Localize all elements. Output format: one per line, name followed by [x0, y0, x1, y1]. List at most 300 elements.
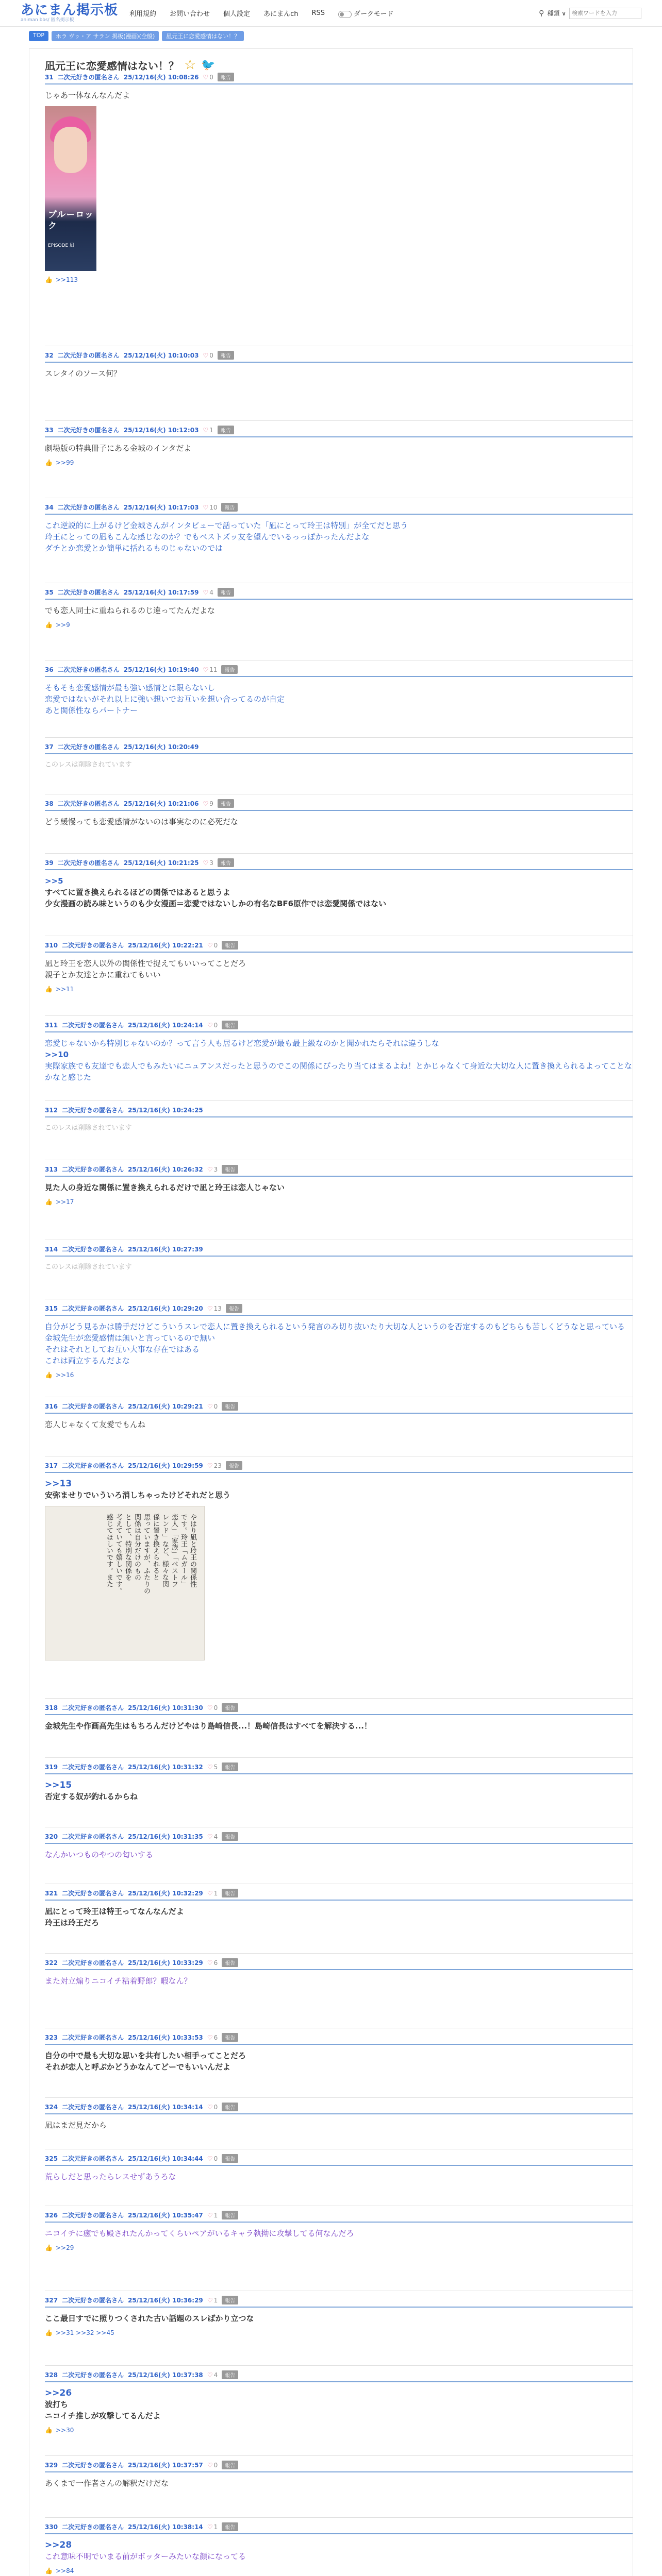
post-body	[45, 2534, 633, 2562]
post-text-line: ニコイチに癒でも殿されたんかってくらいペアがいるキャラ執拗に攻撃してる何なんだろ	[45, 2229, 354, 2238]
like-count: 3	[209, 859, 213, 867]
post	[45, 1889, 633, 1928]
post-number[interactable]: 328	[45, 2371, 58, 2379]
post-text-line: このレスは削除されています	[45, 1263, 132, 1271]
heart-icon[interactable]: ♡	[207, 941, 213, 949]
post-number[interactable]: 316	[45, 1402, 58, 1410]
post	[45, 588, 633, 629]
breadcrumb-top[interactable]: TOP	[29, 31, 48, 41]
post-header	[45, 2154, 633, 2166]
post-author: 二次元好きの匿名さん	[62, 2297, 124, 2304]
post-text-line: スレタイのソース何？	[45, 369, 122, 378]
post-text-line: すべてに置き換えられるほどの関係ではあると思うよ	[45, 888, 230, 897]
post-header	[45, 588, 633, 600]
post-date: 25/12/16(火) 10:29:20	[128, 1305, 203, 1312]
post-date: 25/12/16(火) 10:21:25	[123, 859, 199, 867]
post	[45, 2461, 633, 2489]
post-body	[45, 1177, 633, 1193]
nav-terms[interactable]: 利用規約	[129, 10, 157, 18]
post-header	[45, 503, 633, 515]
post-body	[45, 754, 633, 771]
post-header	[45, 1703, 633, 1715]
post-body	[45, 1970, 633, 1987]
reply-refs-link[interactable]: >>29	[55, 2244, 74, 2251]
like-count: 1	[213, 2523, 218, 2531]
post-number[interactable]: 35	[45, 588, 54, 596]
post-divider	[45, 1100, 633, 1101]
post-body	[45, 1473, 633, 1660]
reply-refs-link[interactable]: >>99	[55, 459, 74, 466]
post-author: 二次元好きの匿名さん	[57, 589, 120, 596]
post-date: 25/12/16(火) 10:37:57	[128, 2462, 203, 2469]
report-button[interactable]: 報告	[222, 1958, 238, 1967]
post-date: 25/12/16(火) 10:26:32	[128, 1166, 203, 1173]
post-author: 二次元好きの匿名さん	[62, 1959, 124, 1967]
post-number[interactable]: 312	[45, 1106, 58, 1114]
dark-mode-toggle[interactable]	[338, 8, 393, 18]
report-button[interactable]: 報告	[218, 426, 234, 434]
vertical-text-line: レンド」など、様々な関	[161, 1514, 169, 1587]
post-author: 二次元好きの匿名さん	[62, 1022, 124, 1029]
breadcrumb-thread[interactable]: 凪元王に恋愛感情はない！？	[162, 31, 244, 41]
post	[45, 742, 633, 771]
post-text-line: このレスは削除されています	[45, 761, 132, 769]
post-author: 二次元好きの匿名さん	[62, 2523, 124, 2531]
report-button[interactable]: 報告	[222, 1402, 238, 1411]
search-type-select[interactable]: 種類 ∨	[547, 10, 566, 17]
thumbs-up-icon[interactable]: 👍	[45, 2244, 53, 2251]
like-count: 0	[213, 1704, 218, 1711]
like-count: 0	[213, 1021, 218, 1029]
post-date: 25/12/16(火) 10:31:35	[128, 1833, 203, 1840]
report-button[interactable]: 報告	[222, 2370, 238, 2379]
post-body	[45, 2166, 633, 2182]
heart-icon[interactable]: ♡	[207, 2371, 213, 2379]
heart-icon[interactable]: ♡	[203, 503, 209, 511]
post-text-line: 恋人じゃなくて友愛でもんね	[45, 1420, 146, 1429]
report-button[interactable]: 報告	[222, 1889, 238, 1897]
top-nav	[129, 8, 393, 18]
report-button[interactable]: 報告	[222, 2461, 238, 2469]
post-number[interactable]: 311	[45, 1021, 58, 1029]
post	[45, 426, 633, 466]
post-header	[45, 426, 633, 437]
like-count: 4	[209, 588, 213, 596]
post-author: 二次元好きの匿名さん	[62, 2104, 124, 2111]
post-reactions	[45, 2244, 633, 2251]
post-number[interactable]: 321	[45, 1889, 58, 1897]
report-button[interactable]: 報告	[222, 941, 238, 950]
post-author: 二次元好きの匿名さん	[62, 1107, 124, 1114]
post	[45, 2154, 633, 2182]
reply-anchor-link[interactable]: >>13	[45, 1479, 72, 1489]
post-text-line: 劇場版の特典冊子にある金城のインタだよ	[45, 444, 192, 453]
post	[45, 858, 633, 909]
report-button[interactable]: 報告	[222, 2103, 238, 2111]
post-date: 25/12/16(火) 10:38:14	[128, 2523, 203, 2531]
post-divider	[45, 2365, 633, 2366]
post-author: 二次元好きの匿名さん	[62, 942, 124, 949]
report-button[interactable]: 報告	[218, 73, 234, 81]
post-number[interactable]: 315	[45, 1304, 58, 1312]
post-text-line: 玲王にとっての凪もこんな感じなのか？でもベストズッ友を望んでいるっっぽかったんだよな	[45, 532, 370, 541]
post-reactions	[45, 2567, 633, 2574]
post-text-line: 自分の中で最も大切な思いを共有したい相手ってことだろ	[45, 2051, 246, 2060]
post-author: 二次元好きの匿名さん	[62, 1166, 124, 1173]
post-author: 二次元好きの匿名さん	[62, 2034, 124, 2041]
post-header	[45, 1762, 633, 1774]
reply-refs-link[interactable]: >>113	[55, 276, 78, 283]
reply-anchor-link[interactable]: >>10	[45, 1050, 69, 1059]
post-divider	[45, 853, 633, 854]
nav-animanch[interactable]: あにまんch	[263, 10, 299, 18]
post-reactions	[45, 2329, 633, 2336]
reply-refs-link[interactable]: >>11	[55, 986, 74, 993]
heart-icon[interactable]: ♡	[203, 426, 209, 434]
post-reactions	[45, 621, 633, 629]
post-text-line: 自分がどう見るかは勝手だけどこういうスレで恋人に置き換えられるという発言のみ切り抜いたり大切な人というのを否定するのもどちらも苦しくどうなと思っている	[45, 1322, 625, 1331]
thumbs-up-icon[interactable]: 👍	[45, 2567, 53, 2574]
heart-icon[interactable]: ♡	[203, 859, 209, 867]
post	[45, 2033, 633, 2073]
post-text-line: 荒らしだと思ったらレスせずあうろな	[45, 2172, 176, 2181]
reply-refs-link[interactable]: >>31 >>32 >>45	[55, 2329, 114, 2336]
report-button[interactable]: 報告	[222, 2522, 238, 2531]
post-text-line: 金城先生が恋愛感情は無いと言っているので無い	[45, 1333, 216, 1343]
post-text-line: じゃあ一体なんなんだよ	[45, 91, 130, 100]
post	[45, 941, 633, 993]
post	[45, 1402, 633, 1430]
heart-icon[interactable]: ♡	[203, 351, 209, 359]
heart-icon[interactable]: ♡	[207, 2523, 213, 2531]
post-number[interactable]: 318	[45, 1704, 58, 1711]
post-text-line: 波打ち	[45, 2400, 69, 2409]
post-number[interactable]: 319	[45, 1763, 58, 1771]
post-body	[45, 2223, 633, 2239]
post-text-line: これは両立するんだよな	[45, 1356, 130, 1365]
post-number[interactable]: 324	[45, 2103, 58, 2111]
reply-anchor-link[interactable]: >>26	[45, 2388, 72, 2398]
like-count: 0	[213, 2103, 218, 2111]
reply-refs-link[interactable]: >>17	[55, 1198, 74, 1206]
thumbs-up-icon[interactable]: 👍	[45, 1198, 53, 1206]
heart-icon[interactable]: ♡	[207, 1165, 213, 1173]
thumbs-up-icon[interactable]: 👍	[45, 276, 53, 283]
post-date: 25/12/16(火) 10:34:14	[128, 2104, 203, 2111]
post-body	[45, 1774, 633, 1802]
post-number[interactable]: 329	[45, 2461, 58, 2469]
report-button[interactable]: 報告	[222, 1703, 238, 1712]
like-count: 5	[213, 1763, 218, 1771]
nav-contact[interactable]: お問い合わせ	[170, 10, 210, 18]
site-logo[interactable]	[21, 4, 118, 23]
post-author: 二次元好きの匿名さん	[62, 1704, 124, 1711]
post-date: 25/12/16(火) 10:36:29	[128, 2297, 203, 2304]
like-count: 1	[213, 2296, 218, 2304]
report-button[interactable]: 報告	[222, 1762, 238, 1771]
text-page-image[interactable]	[45, 1506, 205, 1660]
post-header	[45, 941, 633, 953]
reply-anchor-link[interactable]: >>5	[45, 876, 63, 886]
post-body	[45, 2045, 633, 2073]
heart-icon[interactable]: ♡	[207, 2103, 213, 2111]
report-button[interactable]: 報告	[218, 588, 234, 597]
heart-icon[interactable]: ♡	[207, 2155, 213, 2162]
post	[45, 2103, 633, 2131]
heart-icon[interactable]: ♡	[207, 1402, 213, 1410]
post-author: 二次元好きの匿名さん	[57, 504, 120, 511]
search-icon: ⚲	[539, 9, 544, 18]
post	[45, 1461, 633, 1660]
report-button[interactable]: 報告	[222, 2033, 238, 2042]
post-text-line: そもそも恋愛感情が最も強い感情とは限らないし	[45, 683, 216, 692]
vertical-text-line: 考えていても嬉しいです。	[114, 1514, 122, 1594]
nav-rss[interactable]: RSS	[311, 9, 325, 17]
heart-icon[interactable]: ♡	[207, 1462, 213, 1469]
thumbs-up-icon[interactable]: 👍	[45, 621, 53, 629]
post-text-line: 凪と玲王を恋人以外の関係性で捉えてもいいってことだろ	[45, 959, 246, 968]
thumbs-up-icon[interactable]: 👍	[45, 459, 53, 466]
post-number[interactable]: 320	[45, 1833, 58, 1840]
post-date: 25/12/16(火) 10:33:53	[128, 2034, 203, 2041]
post-number[interactable]: 330	[45, 2523, 58, 2531]
post-number[interactable]: 34	[45, 503, 54, 511]
like-count: 1	[209, 426, 213, 434]
post-divider	[45, 2455, 633, 2456]
report-button[interactable]: 報告	[218, 351, 234, 360]
post-header	[45, 742, 633, 754]
thumbs-up-icon[interactable]: 👍	[45, 1371, 53, 1379]
post-date: 25/12/16(火) 10:08:26	[123, 74, 199, 81]
post-number[interactable]: 38	[45, 800, 54, 807]
post-author: 二次元好きの匿名さん	[62, 1246, 124, 1253]
post-text-line: 親子とか友達とかに重ねてもいい	[45, 970, 161, 979]
reply-refs-link[interactable]: >>16	[55, 1371, 74, 1379]
post-header	[45, 1021, 633, 1032]
post	[45, 2296, 633, 2336]
post-divider	[45, 1953, 633, 1954]
reply-refs-link[interactable]: >>30	[55, 2427, 74, 2434]
post-body	[45, 1117, 633, 1134]
post-body	[45, 1032, 633, 1083]
post	[45, 1304, 633, 1379]
thumbs-up-icon[interactable]: 👍	[45, 2427, 53, 2434]
vertical-text-line: 関係は自分だけのもの	[133, 1514, 141, 1581]
post-body	[45, 1257, 633, 1273]
post-divider	[45, 1698, 633, 1699]
post-number[interactable]: 314	[45, 1245, 58, 1253]
post-author: 二次元好きの匿名さん	[62, 1890, 124, 1897]
search-area	[539, 8, 641, 19]
post-date: 25/12/16(火) 10:21:06	[123, 800, 199, 807]
post-date: 25/12/16(火) 10:19:40	[123, 666, 199, 673]
reply-anchor-link[interactable]: >>28	[45, 2540, 72, 2550]
post-author: 二次元好きの匿名さん	[57, 352, 120, 359]
post-number[interactable]: 313	[45, 1165, 58, 1173]
heart-icon[interactable]: ♡	[207, 1889, 213, 1897]
post-text-line: ダチとか恋愛とか簡単に括れるものじゃないのでは	[45, 544, 223, 553]
post-number[interactable]: 33	[45, 426, 54, 434]
post-body	[45, 2472, 633, 2489]
manga-cover-image[interactable]	[45, 106, 96, 271]
vertical-text-line: やはり凪と玲王の関係性	[189, 1514, 196, 1587]
breadcrumb	[0, 27, 662, 41]
logo-text: あにまん掲示板	[21, 3, 119, 18]
post-body	[45, 953, 633, 980]
post-number[interactable]: 326	[45, 2211, 58, 2219]
post	[45, 503, 633, 554]
post-text-line: なんかいつものやつの匂いする	[45, 1850, 154, 1859]
post-date: 25/12/16(火) 10:31:30	[128, 1704, 203, 1711]
post-text-line: 凪はまだ見だから	[45, 2121, 107, 2130]
post-body	[45, 84, 633, 271]
post	[45, 73, 633, 283]
breadcrumb-board[interactable]: ホラ ヴゥ・ア サラン 掲板(漫画)(全般)	[52, 31, 159, 41]
report-button[interactable]: 報告	[222, 1832, 238, 1841]
report-button[interactable]: 報告	[222, 2296, 238, 2304]
post-header	[45, 351, 633, 363]
post-date: 25/12/16(火) 10:22:21	[128, 942, 203, 949]
search-input[interactable]	[569, 8, 641, 19]
vertical-text-line: 恋人」「家族」「ベストフ	[170, 1514, 178, 1587]
post-body	[45, 811, 633, 827]
post-date: 25/12/16(火) 10:20:49	[123, 743, 199, 751]
post-body	[45, 1715, 633, 1732]
vertical-text-line: として、特別な関係を	[124, 1514, 131, 1581]
post	[45, 2211, 633, 2251]
thumbs-up-icon[interactable]: 👍	[45, 2329, 53, 2336]
post-text-line: あと関係性ならパートナー	[45, 706, 138, 715]
post-number[interactable]: 31	[45, 73, 54, 81]
heart-icon[interactable]: ♡	[207, 1763, 213, 1771]
post	[45, 2522, 633, 2574]
post-header	[45, 1165, 633, 1177]
report-button[interactable]: 報告	[222, 2211, 238, 2219]
post-text-line: 金城先生や作画高先生はもちろんだけどやはり島崎信長...！島崎信長はすべてを解決する...！	[45, 1721, 372, 1731]
heart-icon[interactable]: ♡	[207, 1021, 213, 1029]
thumbs-up-icon[interactable]: 👍	[45, 986, 53, 993]
post	[45, 1762, 633, 1802]
post-number[interactable]: 32	[45, 351, 54, 359]
post-number[interactable]: 327	[45, 2296, 58, 2304]
post-date: 25/12/16(火) 10:10:03	[123, 352, 199, 359]
post-header	[45, 2522, 633, 2534]
post-number[interactable]: 37	[45, 743, 54, 751]
heart-icon[interactable]: ♡	[207, 2461, 213, 2469]
post-header	[45, 1106, 633, 1117]
post-text-line: 恋愛ではないがそれ以上に強い想いでお互いを想い合ってるのが自定	[45, 694, 285, 704]
post-date: 25/12/16(火) 10:24:14	[128, 1022, 203, 1029]
post-text-line: 凪にとって玲王は特王ってなんなんだよ	[45, 1907, 184, 1916]
post-author: 二次元好きの匿名さん	[62, 1305, 124, 1312]
report-button[interactable]: 報告	[221, 503, 238, 512]
post-author: 二次元好きの匿名さん	[62, 2371, 124, 2379]
vertical-text-line: 思っていますが、ふたりの	[142, 1514, 150, 1594]
post-body	[45, 1414, 633, 1430]
post-text-line: これ意味不明でいまる前がボッターみたいな顔になってる	[45, 2552, 246, 2561]
post-header	[45, 1304, 633, 1316]
like-count: 0	[209, 73, 213, 81]
post-author: 二次元好きの匿名さん	[57, 743, 120, 751]
post-body	[45, 437, 633, 454]
post-date: 25/12/16(火) 10:29:59	[128, 1462, 203, 1469]
post-reactions	[45, 986, 633, 993]
report-button[interactable]: 報告	[222, 2154, 238, 2163]
vertical-text-line: 係に置き換えられると	[152, 1514, 159, 1581]
post-divider	[45, 737, 633, 738]
report-button[interactable]: 報告	[218, 858, 234, 867]
post-author: 二次元好きの匿名さん	[62, 1462, 124, 1469]
post-number[interactable]: 323	[45, 2033, 58, 2041]
heart-icon[interactable]: ♡	[203, 73, 209, 81]
post-text-line: それはそれとしてお互い大事な存在ではある	[45, 1345, 200, 1354]
reply-anchor-link[interactable]: >>15	[45, 1780, 72, 1790]
post-number[interactable]: 325	[45, 2155, 58, 2162]
post	[45, 799, 633, 827]
reply-refs-link[interactable]: >>9	[55, 621, 70, 629]
heart-icon[interactable]: ♡	[207, 1704, 213, 1711]
post-header	[45, 1832, 633, 1844]
heart-icon[interactable]: ♡	[207, 2211, 213, 2219]
report-button[interactable]: 報告	[218, 799, 234, 808]
favorite-star-icon[interactable]: ☆	[184, 57, 196, 73]
heart-icon[interactable]: ♡	[207, 1959, 213, 1967]
post-body	[45, 363, 633, 379]
post-number[interactable]: 39	[45, 859, 54, 867]
post-author: 二次元好きの匿名さん	[57, 859, 120, 867]
reply-refs-link[interactable]: >>84	[55, 2567, 74, 2574]
post-date: 25/12/16(火) 10:32:29	[128, 1890, 203, 1897]
heart-icon[interactable]: ♡	[203, 666, 209, 673]
post-reactions	[45, 1371, 633, 1379]
post-date: 25/12/16(火) 10:17:59	[123, 589, 199, 596]
post-author: 二次元好きの匿名さん	[57, 74, 120, 81]
post-number[interactable]: 317	[45, 1462, 58, 1469]
twitter-bird-icon[interactable]: 🐦	[201, 58, 216, 72]
post-header	[45, 1402, 633, 1414]
report-button[interactable]: 報告	[222, 1021, 238, 1029]
post-author: 二次元好きの匿名さん	[62, 1764, 124, 1771]
post-divider	[45, 2517, 633, 2518]
post-date: 25/12/16(火) 10:31:32	[128, 1764, 203, 1771]
like-count: 0	[213, 2155, 218, 2162]
heart-icon[interactable]: ♡	[203, 800, 209, 807]
report-button[interactable]: 報告	[226, 1304, 242, 1313]
post-body	[45, 870, 633, 909]
post-text-line: 否定する奴が釣れるからね	[45, 1792, 138, 1801]
nav-settings[interactable]: 個人設定	[223, 10, 251, 18]
heart-icon[interactable]: ♡	[207, 2296, 213, 2304]
heart-icon[interactable]: ♡	[203, 588, 209, 596]
report-button[interactable]: 報告	[226, 1461, 242, 1470]
post-number[interactable]: 36	[45, 666, 54, 673]
post-number[interactable]: 322	[45, 1959, 58, 1967]
post-header	[45, 2461, 633, 2472]
post-header	[45, 1245, 633, 1257]
post-text-line: 安弥ませりでいういろ消しちゃったけどそれだと思う	[45, 1490, 231, 1500]
like-count: 3	[213, 1165, 218, 1173]
report-button[interactable]: 報告	[221, 665, 238, 674]
report-button[interactable]: 報告	[222, 1165, 238, 1174]
heart-icon[interactable]: ♡	[207, 1833, 213, 1840]
like-count: 1	[213, 1889, 218, 1897]
toggle-switch-icon	[338, 11, 352, 18]
post-author: 二次元好きの匿名さん	[62, 2462, 124, 2469]
dark-mode-label: ダークモード	[354, 10, 394, 18]
heart-icon[interactable]: ♡	[207, 2033, 213, 2041]
heart-icon[interactable]: ♡	[207, 1304, 213, 1312]
post-number[interactable]: 310	[45, 941, 58, 949]
